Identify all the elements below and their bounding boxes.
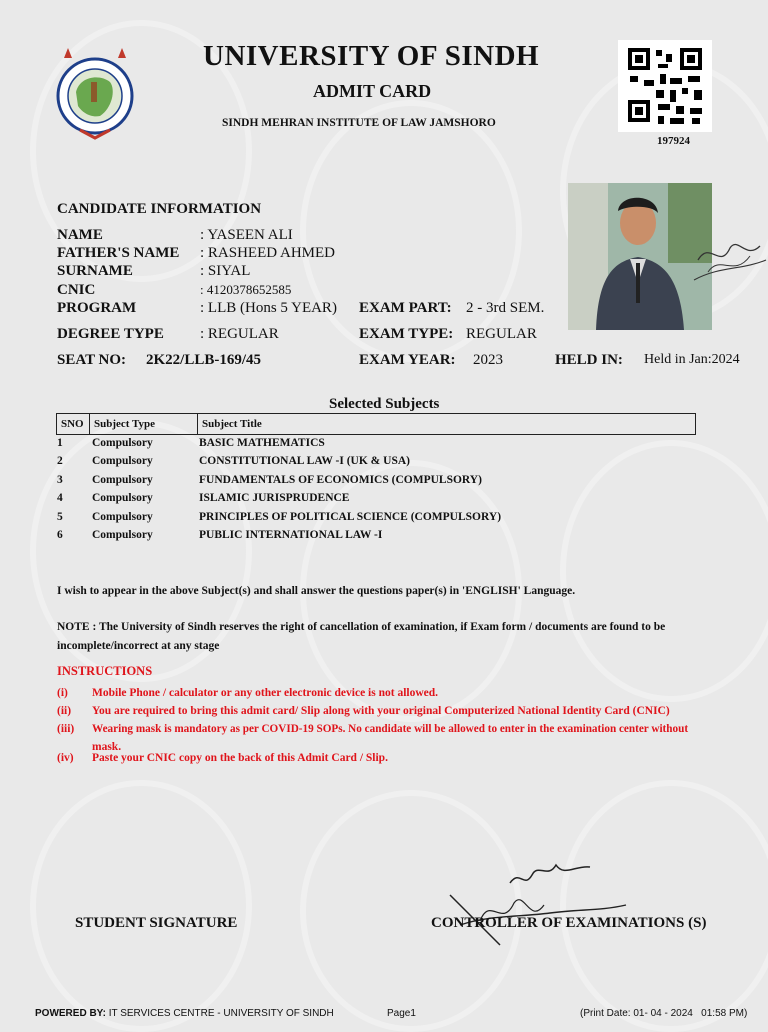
row-subject-title: ISLAMIC JURISPRUDENCE xyxy=(199,492,350,504)
row-subject-title: BASIC MATHEMATICS xyxy=(199,437,325,449)
controller-signature xyxy=(440,855,630,950)
powered-by xyxy=(35,1008,334,1019)
row-subject-type: Compulsory xyxy=(92,474,153,486)
row-subject-type: Compulsory xyxy=(92,437,153,449)
watermark-seal xyxy=(30,780,252,1032)
exam-year-value: 2023 xyxy=(473,352,503,368)
qr-number: 197924 xyxy=(657,135,690,147)
father-name-value: : RASHEED AHMED xyxy=(200,245,336,261)
row-subject-type: Compulsory xyxy=(92,529,153,541)
row-sno: 4 xyxy=(57,492,63,504)
degree-type-label: DEGREE TYPE xyxy=(57,326,164,342)
seat-no-value: 2K22/LLB-169/45 xyxy=(146,352,262,368)
exam-type-value: REGULAR xyxy=(466,326,537,342)
subjects-table-header xyxy=(56,413,696,435)
held-in-value: Held in Jan:2024 xyxy=(644,352,740,367)
note-line-2: incomplete/incorrect at any stage xyxy=(57,640,220,652)
surname-label: SURNAME xyxy=(57,263,133,279)
instruction-number: (iv) xyxy=(57,752,74,764)
instruction-number: (iii) xyxy=(57,723,75,735)
language-declaration: I wish to appear in the above Subject(s) and shall answer the questions paper(s) in 'ENGLISH' Language. xyxy=(57,585,576,597)
row-sno: 5 xyxy=(57,511,63,523)
held-in-label: HELD IN: xyxy=(555,352,623,368)
row-sno: 3 xyxy=(57,474,63,486)
seat-no-label: SEAT NO: xyxy=(57,352,127,368)
row-sno: 6 xyxy=(57,529,63,541)
table-row xyxy=(56,455,696,473)
instructions-heading: INSTRUCTIONS xyxy=(57,664,153,678)
table-row xyxy=(56,492,696,510)
university-title: UNIVERSITY OF SINDH xyxy=(203,40,540,72)
row-subject-title: CONSTITUTIONAL LAW -I (UK & USA) xyxy=(199,455,410,467)
photo-signature-scribble xyxy=(690,230,768,290)
instruction-text-continued: mask. xyxy=(92,741,122,753)
watermark-seal xyxy=(300,100,522,362)
table-row xyxy=(56,474,696,492)
powered-by-text: IT SERVICES CENTRE - UNIVERSITY OF SINDH xyxy=(105,1008,334,1019)
header-subject-title: Subject Title xyxy=(197,414,695,434)
controller-signature-label: CONTROLLER OF EXAMINATIONS (S) xyxy=(431,915,707,931)
instruction-text: Wearing mask is mandatory as per COVID-19 SOPs. No candidate will be allowed to enter in the examination center without xyxy=(92,723,689,735)
admit-card-title: ADMIT CARD xyxy=(313,81,432,101)
student-signature-label: STUDENT SIGNATURE xyxy=(75,915,238,931)
instruction-number: (ii) xyxy=(57,705,72,717)
cnic-label: CNIC xyxy=(57,282,96,298)
instruction-text: You are required to bring this admit card/ Slip along with your original Computerized National Identity Card (CNIC) xyxy=(92,705,670,717)
cnic-value: : 4120378652585 xyxy=(200,282,292,297)
print-date: (Print Date: 01- 04 - 2024 01:58 PM) xyxy=(580,1008,748,1019)
surname-value: : SIYAL xyxy=(200,263,251,279)
candidate-info-heading: CANDIDATE INFORMATION xyxy=(57,201,262,217)
exam-part-label: EXAM PART: xyxy=(359,300,452,316)
table-row xyxy=(56,511,696,529)
father-name-label: FATHER'S NAME xyxy=(57,245,180,261)
row-subject-type: Compulsory xyxy=(92,455,153,467)
institute-name: SINDH MEHRAN INSTITUTE OF LAW JAMSHORO xyxy=(222,117,496,129)
name-value: : YASEEN ALI xyxy=(200,227,293,243)
table-row xyxy=(56,529,696,547)
selected-subjects-heading: Selected Subjects xyxy=(329,396,440,412)
row-subject-title: PRINCIPLES OF POLITICAL SCIENCE (COMPULSORY) xyxy=(199,511,502,523)
row-subject-type: Compulsory xyxy=(92,511,153,523)
row-sno: 2 xyxy=(57,455,63,467)
page-number: Page1 xyxy=(387,1008,416,1019)
note-line-1: NOTE : The University of Sindh reserves the right of cancellation of examination, if Exam form / documents are found to be xyxy=(57,621,666,633)
degree-type-value: : REGULAR xyxy=(200,326,279,342)
row-sno: 1 xyxy=(57,437,63,449)
qr-code xyxy=(618,40,712,132)
header-sno: SNO xyxy=(61,418,84,430)
table-row xyxy=(56,437,696,455)
header-subject-type: Subject Type xyxy=(89,414,197,434)
instruction-number: (i) xyxy=(57,687,68,699)
name-label: NAME xyxy=(57,227,103,243)
university-logo xyxy=(54,46,136,142)
exam-type-label: EXAM TYPE: xyxy=(359,326,454,342)
row-subject-title: PUBLIC INTERNATIONAL LAW -I xyxy=(199,529,383,541)
program-label: PROGRAM xyxy=(57,300,137,316)
program-value: : LLB (Hons 5 YEAR) xyxy=(200,300,337,316)
instruction-text: Paste your CNIC copy on the back of this Admit Card / Slip. xyxy=(92,752,388,764)
powered-by-label: POWERED BY: xyxy=(35,1008,106,1019)
instruction-text: Mobile Phone / calculator or any other electronic device is not allowed. xyxy=(92,687,439,699)
row-subject-type: Compulsory xyxy=(92,492,153,504)
exam-part-value: 2 - 3rd SEM. xyxy=(466,300,545,316)
exam-year-label: EXAM YEAR: xyxy=(359,352,456,368)
row-subject-title: FUNDAMENTALS OF ECONOMICS (COMPULSORY) xyxy=(199,474,482,486)
